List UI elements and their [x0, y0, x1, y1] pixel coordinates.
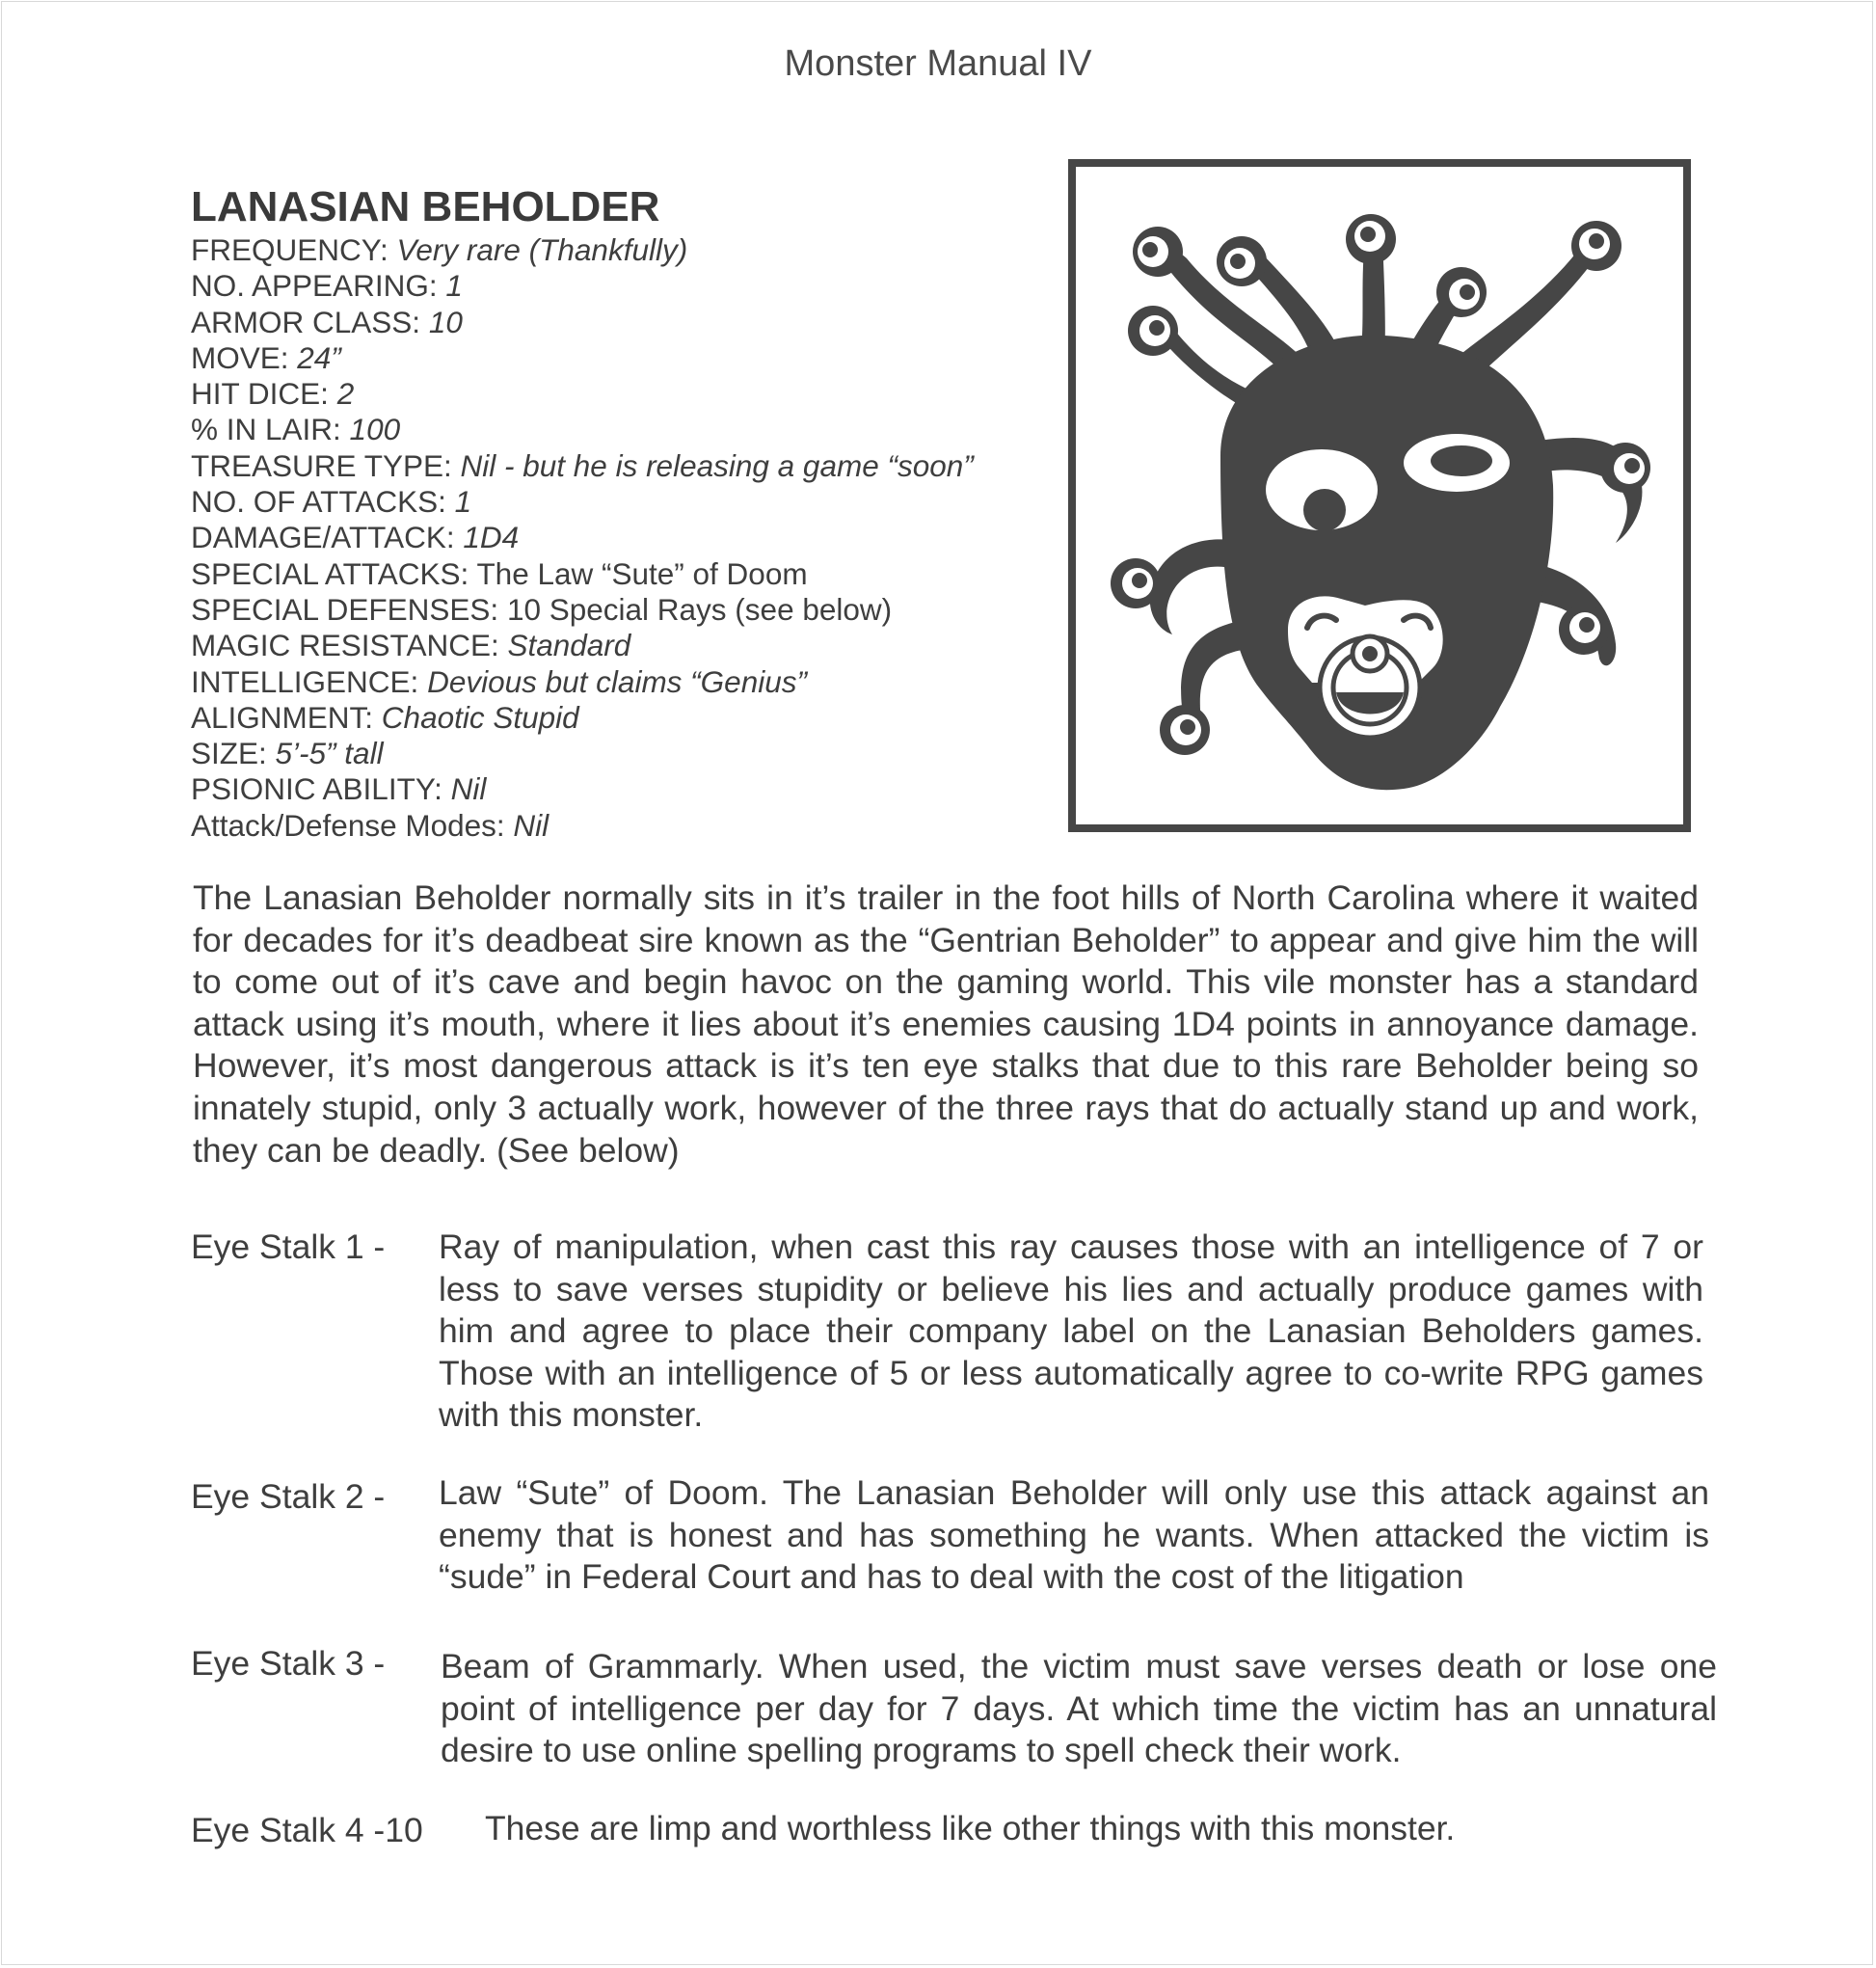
eye-stalk-1-label: Eye Stalk 1 -: [191, 1227, 386, 1266]
stat-alignment: [191, 700, 974, 736]
stat-label: NO. OF ATTACKS:: [191, 484, 455, 520]
stat-frequency: [191, 232, 974, 268]
stat-label: HIT DICE:: [191, 376, 337, 412]
stat-magic-resistance: [191, 628, 974, 663]
stat-block: [191, 232, 974, 844]
stat-attack-defense-modes: [191, 808, 974, 844]
eye-stalk-3-text: Beam of Grammarly. When used, the victim must save verses death or lose one point of intelligence per day for 7 days. At which time the victim has an unnatural desire to use online spelling programs to spell check their work.: [441, 1647, 1717, 1770]
stat-label: Attack/Defense Modes:: [191, 807, 514, 843]
stat-value: Standard: [507, 628, 631, 663]
eye-stalk-2-text: Law “Sute” of Doom. The Lanasian Beholder will only use this attack against an enemy that is honest and has something he wants. When attacked the victim is “sude” in Federal Court and has to deal with the cost of the litigation: [439, 1473, 1709, 1597]
monster-title: LANASIAN BEHOLDER: [191, 183, 660, 230]
stat-value: Nil - but he is releasing a game “soon”: [460, 447, 974, 483]
stat-label: MOVE:: [191, 339, 298, 375]
beholder-portrait: [1068, 159, 1691, 832]
stat-value: 100: [349, 412, 401, 447]
stat-value: Nil: [450, 771, 487, 807]
stat-label: MAGIC RESISTANCE:: [191, 628, 508, 663]
stat-value: 10: [428, 304, 463, 339]
stat-value: 5’-5” tall: [275, 736, 384, 771]
eye-stalk-3-label: Eye Stalk 3 -: [191, 1644, 386, 1683]
monster-description: The Lanasian Beholder normally sits in it’s trailer in the foot hills of North Carolina where it waited for decades for it’s deadbeat sire known as the “Gentrian Beholder” to appear and give him the will to come out of it’s cave and begin havoc on the gaming world. This vile monster has a standard attack using it’s mouth, where it lies about it’s enemies causing 1D4 points in annoyance damage. However, it’s most dangerous attack is it’s ten eye stalks that due to this rare Beholder being so innately stupid, only 3 actually work, however of the three rays that do actually stand up and work, they can be deadly. (See below): [193, 878, 1699, 1170]
stat-label: NO. APPEARING:: [191, 268, 446, 304]
eye-stalk-1-text: Ray of manipulation, when cast this ray causes those with an intelligence of 7 or less to save verses stupidity or believe his lies and actually produce games with him and agree to place their company label on the Lanasian Beholders games. Those with an intelligence of 5 or less automatically agree to co-write RPG games with this monster.: [439, 1227, 1703, 1435]
stat-psionic-ability: [191, 771, 974, 807]
stat-label: TREASURE TYPE:: [191, 447, 461, 483]
stat-value: 24”: [297, 339, 341, 375]
stat-no-of-attacks: [191, 484, 974, 520]
stat-in-lair: [191, 412, 974, 447]
stat-intelligence: [191, 664, 974, 700]
stat-value: 1: [454, 484, 472, 520]
stat-value: Very rare (Thankfully): [396, 232, 688, 267]
eye-stalk-2-label: Eye Stalk 2 -: [191, 1477, 386, 1516]
stat-value: Nil: [513, 807, 549, 843]
beholder-illustration: [1076, 167, 1683, 824]
stat-label: INTELLIGENCE:: [191, 663, 428, 699]
stat-damage-attack: [191, 520, 974, 555]
stat-value: Devious but claims “Genius”: [427, 663, 807, 699]
eye-stalk-4-10-text: These are limp and worthless like other things with this monster.: [485, 1809, 1456, 1847]
stat-label: DAMAGE/ATTACK:: [191, 520, 464, 555]
page-header: Monster Manual IV: [784, 43, 1092, 84]
stat-move: [191, 340, 974, 376]
stat-special-attacks: [191, 556, 974, 592]
stat-value: 1D4: [463, 520, 520, 555]
stat-label: ARMOR CLASS:: [191, 304, 429, 339]
stat-no-appearing: [191, 268, 974, 304]
stat-value: Chaotic Stupid: [381, 699, 579, 735]
stat-label: SPECIAL DEFENSES:: [191, 591, 507, 627]
eye-stalk-4-10-label: Eye Stalk 4 -10: [191, 1811, 423, 1849]
stat-label: FREQUENCY:: [191, 232, 397, 267]
stat-value: 2: [336, 376, 355, 412]
stat-label: SIZE:: [191, 736, 276, 771]
stat-label: ALIGNMENT:: [191, 699, 382, 735]
stat-label: PSIONIC ABILITY:: [191, 771, 451, 807]
stat-value: 10 Special Rays (see below): [506, 591, 893, 627]
stat-armor-class: [191, 305, 974, 340]
stat-value: The Law “Sute” of Doom: [476, 555, 808, 591]
stat-treasure-type: [191, 448, 974, 484]
stat-label: SPECIAL ATTACKS:: [191, 555, 477, 591]
stat-special-defenses: [191, 592, 974, 628]
stat-label: % IN LAIR:: [191, 412, 350, 447]
stat-hit-dice: [191, 376, 974, 412]
stat-size: [191, 736, 974, 771]
stat-value: 1: [445, 268, 463, 304]
